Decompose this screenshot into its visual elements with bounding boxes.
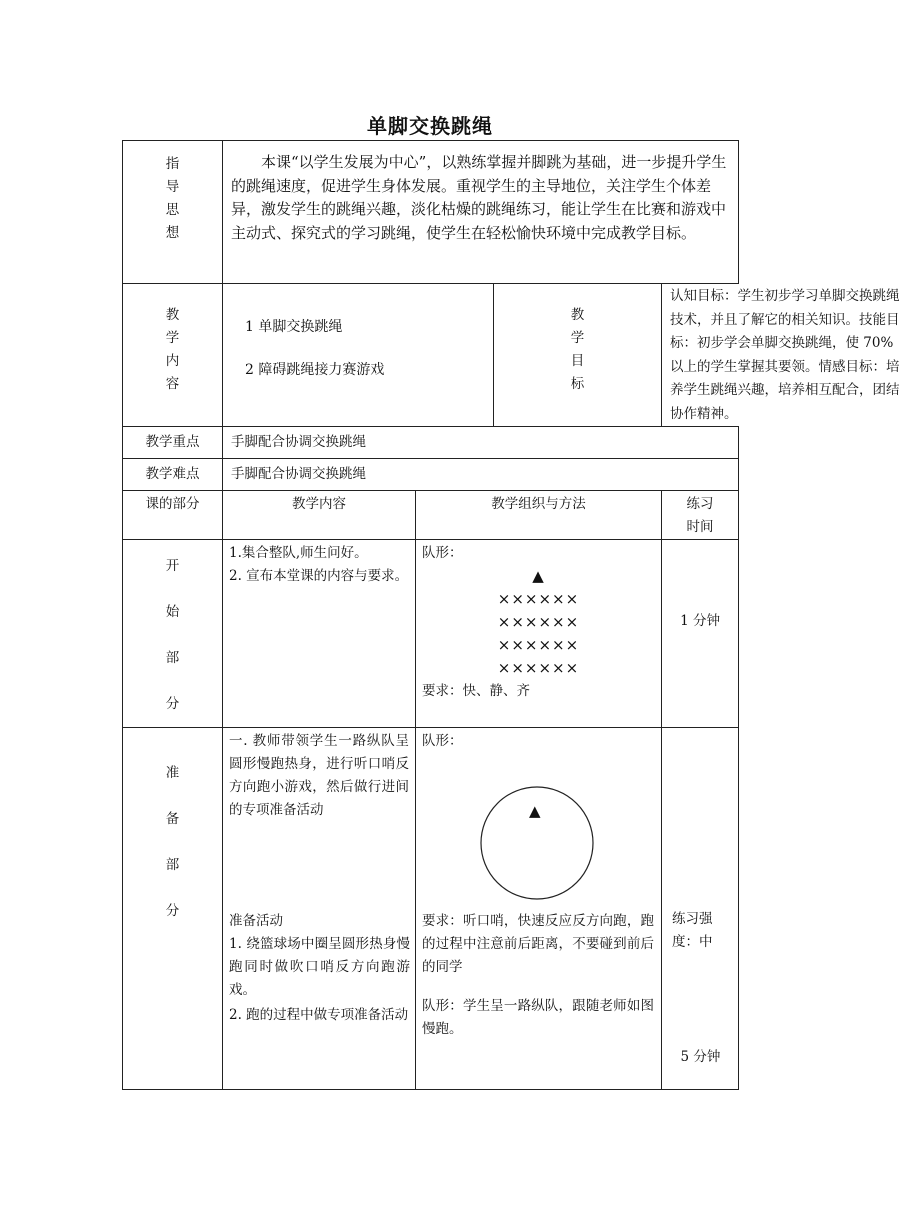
header-row xyxy=(123,491,739,540)
start-formation xyxy=(422,565,655,680)
guide-row xyxy=(123,141,739,284)
prep-formation-label: 队形： xyxy=(422,733,463,749)
prep-formation-2: 队形：学生呈一路纵队，跟随老师如图慢跑。 xyxy=(422,998,654,1037)
prep-content-1: 1. 绕篮球场中圈呈圆形热身慢跑同时做吹口哨反方向跑游戏。 xyxy=(229,936,410,998)
content-goals-row xyxy=(123,284,739,427)
start-content-2: 2. 宣布本堂课的内容与要求。 xyxy=(229,568,409,584)
header-content: 教学内容 xyxy=(223,491,416,540)
difficulty-row xyxy=(123,459,739,491)
start-requirement: 要求：快、静、齐 xyxy=(422,683,530,699)
difficulty-label: 教学难点 xyxy=(123,459,223,491)
teacher-triangle-icon: ▲ xyxy=(532,567,545,585)
content-items xyxy=(223,284,494,427)
prep-label: 准 备 部 分 xyxy=(123,728,223,1090)
prep-time-value: 5 分钟 xyxy=(680,1049,721,1065)
guide-label: 指 导 思 想 xyxy=(123,141,223,284)
key-point-row xyxy=(123,427,739,459)
header-method: 教学组织与方法 xyxy=(416,491,662,540)
header-part: 课的部分 xyxy=(123,491,223,540)
prep-intensity: 练习强度：中 xyxy=(672,911,713,950)
page-title: 单脚交换跳绳 xyxy=(367,114,493,138)
prep-method xyxy=(416,728,662,1090)
prep-time xyxy=(662,728,739,1090)
content-label: 教 学 内 容 xyxy=(123,284,223,427)
prep-content-title: 准备活动 xyxy=(229,913,283,929)
student-row: ×××××× xyxy=(497,590,580,608)
student-row: ×××××× xyxy=(497,613,580,631)
guide-text: 本课“以学生发展为中心”，以熟练掌握并脚跳为基础，进一步提升学生的跳绳速度，促进学生身体发展。重视学生的主导地位，关注学生个体差异，激发学生的跳绳兴趣，淡化枯燥的跳绳练习，能让学生在比赛和游戏中主动式、探究式的学习跳绳，使学生在轻松愉快环境中完成教学目标。 xyxy=(223,141,739,284)
content-item-2: 2 障碍跳绳接力赛游戏 xyxy=(245,362,385,378)
content-item-1: 1 单脚交换跳绳 xyxy=(245,319,343,335)
lesson-plan-table xyxy=(122,140,900,1090)
start-time: 1 分钟 xyxy=(662,540,739,728)
key-point-value: 手脚配合协调交换跳绳 xyxy=(223,427,739,459)
prep-content-2: 2. 跑的过程中做专项准备活动 xyxy=(229,1007,409,1023)
difficulty-value: 手脚配合协调交换跳绳 xyxy=(223,459,739,491)
start-label: 开 始 部 分 xyxy=(123,540,223,728)
prep-content-intro: 一. 教师带领学生一路纵队呈圆形慢跑热身，进行听口哨反方向跑小游戏，然后做行进间的专项准备活动 xyxy=(229,733,409,818)
goals-text: 认知目标：学生初步学习单脚交换跳绳技术，并且了解它的相关知识。技能目标：初步学会单脚交换跳绳，使 70%以上的学生掌握其要领。情感目标：培养学生跳绳兴趣，培养相互配合，团结协作精神。 xyxy=(662,284,739,427)
prep-requirement: 要求：听口哨，快速反应反方向跑，跑的过程中注意前后距离，不要碰到前后的同学 xyxy=(422,913,654,975)
header-time: 练习 时间 xyxy=(662,491,739,540)
goals-label: 教 学 目 标 xyxy=(494,284,662,427)
teacher-triangle-icon: ▲ xyxy=(529,802,541,820)
key-point-label: 教学重点 xyxy=(123,427,223,459)
prep-content xyxy=(223,728,416,1090)
start-content-1: 1.集合整队,师生问好。 xyxy=(229,545,368,561)
start-method xyxy=(416,540,662,728)
student-row: ×××××× xyxy=(497,659,580,677)
start-row xyxy=(123,540,739,728)
start-formation-label: 队形： xyxy=(422,545,463,561)
prep-row xyxy=(123,728,739,1090)
student-row: ×××××× xyxy=(497,636,580,654)
start-content xyxy=(223,540,416,728)
